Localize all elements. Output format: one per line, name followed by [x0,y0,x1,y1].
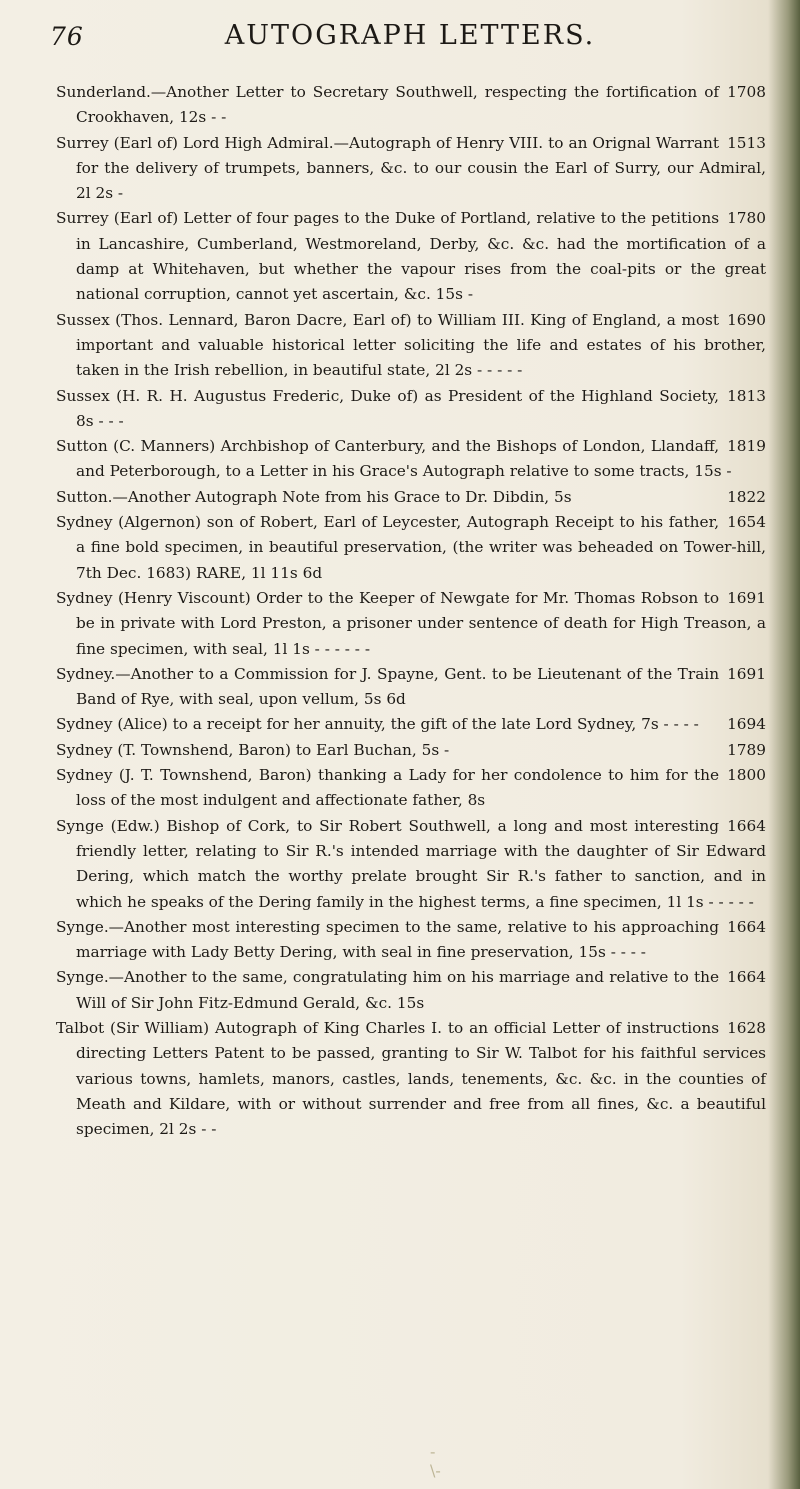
catalogue-entry [56,712,766,737]
page-header [50,16,770,66]
printer-mark: -\- [430,1442,441,1480]
entry-year: 1664 [727,917,766,936]
entry-text: Sydney.—Another to a Commission for J. Spayne, Gent. to be Lieutenant of the Train Band of Rye, with seal, upon vellum, 5s 6d [56,664,720,709]
entry-text: Sydney (Algernon) son of Robert, Earl of Leycester, Autograph Receipt to his father, a fine bold specimen, in beautiful preservation, (the writer was beheaded on Tower-hill, 7th Dec. 1683) RARE, 1l 11s 6d [56,513,766,582]
entry-text: Surrey (Earl of) Letter of four pages to the Duke of Portland, relative to the petitions in Lancashire, Cumberland, Westmoreland, Derby, &c. &c. had the mortification of a damp at Whitehaven, but whether the vapour rises from the coal-pits or the great national corruption, cannot yet ascertain, &c. 15s - [56,209,766,304]
entry-year: 1694 [727,715,766,734]
catalogue-entry [56,915,766,966]
entry-text: Sydney (Alice) to a receipt for her annuity, the gift of the late Lord Sydney, 7s - - - - [56,715,699,734]
entry-year: 1800 [727,766,766,785]
catalogue-entry [56,586,766,662]
catalogue-entry [56,965,766,1016]
entry-text: Talbot (Sir William) Autograph of King Charles I. to an official Letter of instructions directing Letters Patent to be passed, granting to Sir W. Talbot for his faithful services various towns, hamlets, manors, castles, lands, tenements, &c. &c. in the counties of Meath and Kildare, with or without surrender and free from all fines, &c. a beautiful specimen, 2l 2s - - [56,1018,766,1139]
catalogue-entry [56,763,766,814]
catalogue-entry [56,510,766,586]
entry-text: Sussex (Thos. Lennard, Baron Dacre, Earl of) to William III. King of England, a most important and valuable historical letter soliciting the life and estates of his brother, taken in the Irish rebellion, in beautiful state, 2l 2s - - - - - [56,310,766,380]
entry-year: 1822 [727,487,766,506]
entry-year: 1819 [727,437,766,456]
entry-text: Sydney (Henry Viscount) Order to the Keeper of Newgate for Mr. Thomas Robson to be in private with Lord Preston, a prisoner under sentence of death for High Treason, a fine specimen, with seal, 1l 1s - - - - - - [56,588,766,658]
catalogue-entry [56,384,766,435]
page-number: 76 [50,22,84,51]
catalogue-entries [56,80,766,1142]
entry-year: 1664 [727,816,766,835]
entry-text: Synge (Edw.) Bishop of Cork, to Sir Robert Southwell, a long and most interesting friendly letter, relating to Sir R.'s intended marriage with the daughter of Sir Edward Dering, which match the worthy prelate brought Sir R.'s father to sanction, and in which he speaks of the Dering family in the highest terms, a fine specimen, 1l 1s - - - - - [56,816,766,911]
catalogue-entry [56,814,766,915]
catalogue-entry [56,738,766,763]
entry-year: 1691 [727,664,766,683]
entry-text: Synge.—Another to the same, congratulating him on his marriage and relative to the Will of Sir John Fitz-Edmund Gerald, &c. 15s [56,968,720,1012]
entry-year: 1813 [727,386,766,405]
entry-text: Sutton.—Another Autograph Note from his Grace to Dr. Dibdin, 5s [56,487,572,506]
entry-year: 1628 [727,1018,766,1037]
entry-year: 1789 [727,740,766,759]
entry-text: Sunderland.—Another Letter to Secretary Southwell, respecting the fortification of Crookhaven, 12s - - [56,83,720,127]
running-head: AUTOGRAPH LETTERS. [224,20,596,51]
entry-text: Synge.—Another most interesting specimen to the same, relative to his approaching marriage with Lady Betty Dering, with seal in fine preservation, 15s - - - - [56,917,720,962]
entry-text: Sydney (T. Townshend, Baron) to Earl Buchan, 5s - [56,740,450,759]
catalogue-entry [56,1016,766,1142]
entry-year: 1513 [727,133,766,152]
catalogue-entry [56,308,766,384]
catalogue-entry [56,80,766,131]
catalogue-entry [56,434,766,485]
entry-year: 1780 [727,209,766,228]
entry-text: Sydney (J. T. Townshend, Baron) thanking a Lady for her condolence to him for the loss of the most indulgent and affectionate father, 8s [56,766,720,810]
entry-year: 1708 [727,83,766,101]
entry-year: 1690 [727,310,766,329]
catalogue-entry [56,131,766,207]
entry-text: Sutton (C. Manners) Archbishop of Canterbury, and the Bishops of London, Llandaff, and Peterborough, to a Letter in his Grace's Autograph relative to some tracts, 15s - [56,437,732,481]
catalogue-entry [56,485,766,510]
catalogue-entry [56,662,766,713]
entry-year: 1691 [727,588,766,607]
catalogue-entry [56,206,766,307]
entry-year: 1654 [727,513,766,532]
entry-year: 1664 [727,968,766,987]
entry-text: Sussex (H. R. H. Augustus Frederic, Duke of) as President of the Highland Society, 8s - - - [56,386,720,430]
entry-text: Surrey (Earl of) Lord High Admiral.—Autograph of Henry VIII. to an Orignal Warrant for the delivery of trumpets, banners, &c. to our cousin the Earl of Surry, our Admiral, 2l 2s - [56,133,766,203]
